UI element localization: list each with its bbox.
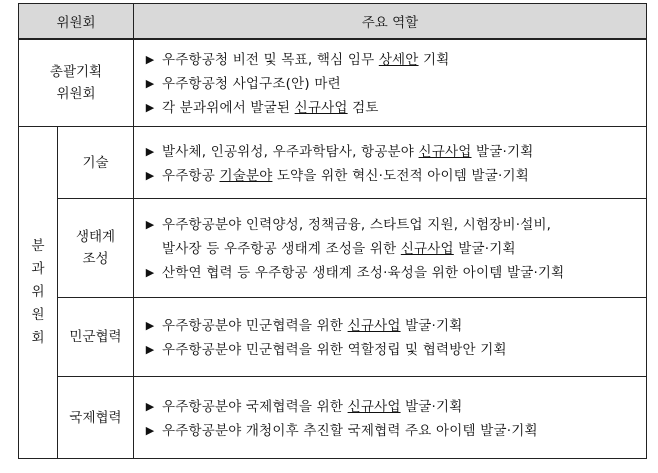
- role-item: ▶ 우주항공분야 민군협력을 위한 역할정립 및 협력방안 기획: [134, 338, 646, 362]
- row-ecosystem: [19, 199, 647, 298]
- role-item: ▶ 발사체, 인공위성, 우주과학탐사, 항공분야 신규사업 발굴·기획: [134, 140, 646, 164]
- civil-military-label: 민군협력: [58, 298, 134, 377]
- row-civil-military: [19, 298, 647, 377]
- bullet-arrow-icon: ▶: [145, 423, 155, 437]
- bullet-arrow-icon: ▶: [145, 144, 155, 158]
- bullet-arrow-icon: ▶: [145, 77, 155, 90]
- bullet-arrow-icon: ▶: [145, 266, 155, 279]
- bullet-arrow-icon: ▶: [145, 53, 155, 66]
- header-row: [19, 4, 647, 40]
- bullet-arrow-icon: ▶: [145, 319, 155, 332]
- role-item: ▶ 우주항공분야 인력양성, 정책금융, 스타트업 지원, 시험장비·설비,: [134, 213, 646, 237]
- ecosystem-roles: [134, 199, 647, 298]
- row-international: [19, 377, 647, 459]
- role-item: ▶ 우주항공청 비전 및 목표, 핵심 임무 상세안 기획: [134, 48, 646, 72]
- general-planning-label: 총괄기획 위원회: [19, 39, 134, 127]
- civil-military-roles: [134, 298, 647, 377]
- international-roles: [134, 377, 647, 459]
- role-item: ▶ 각 분과위에서 발굴된 신규사업 검토: [134, 96, 646, 120]
- bullet-arrow-icon: ▶: [145, 168, 155, 182]
- bullet-arrow-icon: ▶: [145, 399, 155, 413]
- bullet-arrow-icon: ▶: [145, 218, 155, 231]
- header-committee: 위원회: [19, 4, 134, 40]
- row-technology: [19, 127, 647, 199]
- header-roles: 주요 역할: [134, 4, 647, 40]
- technology-roles: [134, 127, 647, 199]
- general-planning-roles: [134, 39, 647, 127]
- ecosystem-label: 생태계 조성: [58, 199, 134, 298]
- subcommittee-vertical-label: 분 과 위 원 회: [19, 127, 58, 459]
- committee-roles-table: [18, 3, 647, 459]
- role-item-continuation: 발사장 등 우주항공 생태계 조성을 위한 신규사업 발굴·기획: [162, 241, 516, 257]
- technology-label: 기술: [58, 127, 134, 199]
- committee-table-container: [18, 3, 646, 468]
- bullet-arrow-icon: ▶: [145, 101, 155, 114]
- bullet-arrow-icon: ▶: [145, 343, 155, 356]
- role-item: ▶ 산학연 협력 등 우주항공 생태계 조성·육성을 위한 아이템 발굴·기획: [134, 261, 646, 285]
- role-item: ▶ 우주항공분야 국제협력을 위한 신규사업 발굴·기획: [134, 395, 646, 419]
- row-general-planning: [19, 39, 647, 127]
- role-item: ▶ 우주항공분야 민군협력을 위한 신규사업 발굴·기획: [134, 314, 646, 338]
- role-item: ▶ 우주항공 기술분야 도약을 위한 혁신·도전적 아이템 발굴·기획: [134, 164, 646, 188]
- role-item: ▶ 우주항공청 사업구조(안) 마련: [134, 72, 646, 96]
- international-label: 국제협력: [58, 377, 134, 459]
- role-item: ▶ 우주항공분야 개청이후 추진할 국제협력 주요 아이템 발굴·기획: [134, 419, 646, 443]
